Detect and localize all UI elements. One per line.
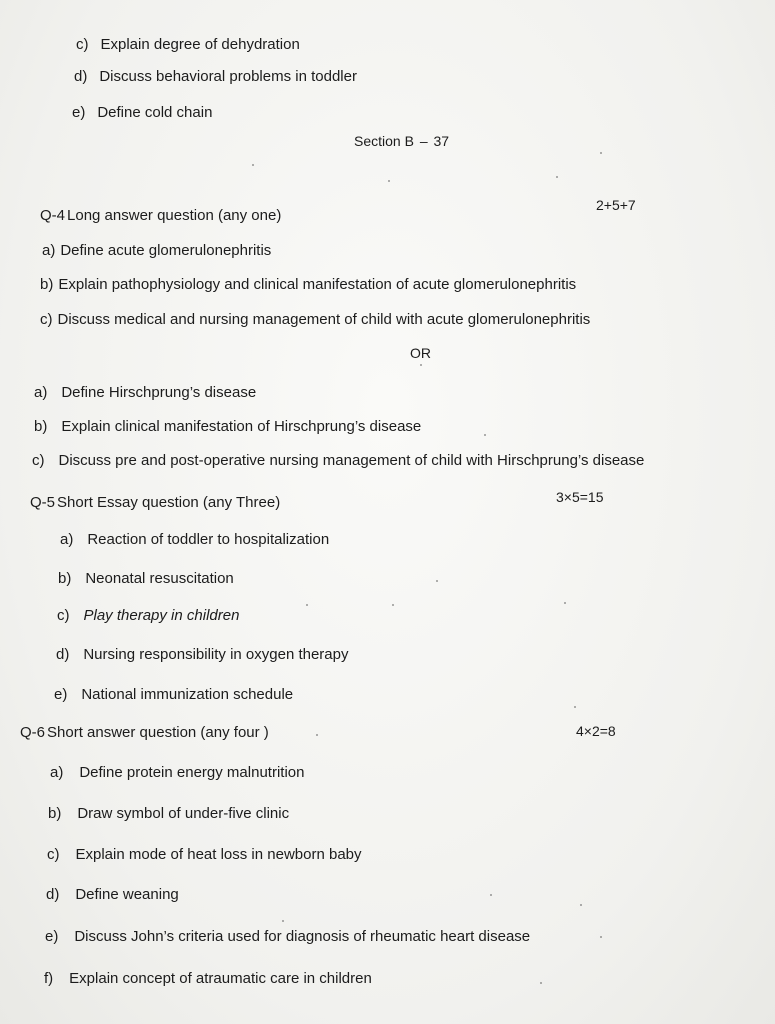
item-label: b) [58,570,72,587]
question-item [60,531,329,549]
item-text: Play therapy in children [83,607,240,624]
item-label: c) [57,607,70,624]
item-text: Define protein energy malnutrition [79,764,305,781]
question-item [58,570,234,588]
scan-speck [484,434,486,436]
item-text: Discuss medical and nursing management of child with acute glomerulonephritis [57,311,591,328]
item-text: Explain concept of atraumatic care in children [69,970,372,987]
item-label: d) [46,886,60,903]
item-label: e) [72,104,86,121]
question-number: Q-4 [40,207,66,224]
item-text: Discuss behavioral problems in toddler [99,68,357,85]
section-title: Section B [354,133,414,149]
scan-speck [564,602,566,604]
item-text: Discuss John’s criteria used for diagnosis of rheumatic heart disease [74,928,531,945]
question-header [20,724,269,742]
question-title: Long answer question (any one) [67,207,282,224]
scan-speck [556,176,558,178]
item-label: d) [56,646,70,663]
question-header [40,207,281,225]
item-text: Reaction of toddler to hospitalization [87,531,330,548]
question-item [34,384,256,402]
item-text: Explain clinical manifestation of Hirschprung’s disease [61,418,422,435]
scan-speck [282,920,284,922]
item-label: e) [45,928,59,945]
scan-speck [306,604,308,606]
scan-speck [392,604,394,606]
question-item [32,452,644,470]
item-text: Define acute glomerulonephritis [60,242,272,259]
question-item [56,646,348,664]
question-item [72,104,212,122]
item-text: Define cold chain [97,104,213,121]
section-heading [354,132,449,150]
question-item [50,764,304,782]
item-label: b) [48,805,62,822]
question-number: Q-6 [20,724,46,741]
item-label: a) [34,384,48,401]
question-item [45,928,530,946]
item-label: a) [42,242,56,259]
item-label: b) [40,276,54,293]
item-label: a) [50,764,64,781]
item-label: d) [74,68,88,85]
item-text: Explain mode of heat loss in newborn baby [75,846,362,863]
item-text: Explain pathophysiology and clinical manifestation of acute glomerulonephritis [58,276,577,293]
question-item [48,805,289,823]
question-item [46,886,179,904]
item-label: c) [32,452,45,469]
scan-speck [490,894,492,896]
item-text: Explain degree of dehydration [100,36,300,53]
question-number: Q-5 [30,494,56,511]
item-text: Define Hirschprung’s disease [61,384,257,401]
question-item [57,607,239,625]
handwritten-dash: – [419,133,428,149]
scan-speck [580,904,582,906]
question-item [42,242,271,260]
question-marks: 2+5+7 [596,197,636,213]
scan-speck [574,706,576,708]
question-item [40,276,576,294]
scan-speck [252,164,254,166]
item-label: c) [40,311,53,328]
item-label: a) [60,531,74,548]
item-text: Define weaning [75,886,179,903]
item-text: Nursing responsibility in oxygen therapy [83,646,349,663]
scan-speck [600,936,602,938]
question-item [34,418,421,436]
item-text: National immunization schedule [81,686,294,703]
question-marks: 3×5=15 [556,489,604,505]
question-title: Short answer question (any four ) [47,724,269,741]
section-handwritten-marks: 37 [433,133,450,149]
question-item [40,311,590,329]
scan-speck [316,734,318,736]
item-label: c) [47,846,60,863]
or-separator: OR [410,345,431,361]
item-label: c) [76,36,89,53]
item-label: e) [54,686,68,703]
scan-speck [600,152,602,154]
question-item [76,36,300,54]
question-item [44,970,372,988]
scan-speck [420,364,422,366]
scan-speck [540,982,542,984]
item-label: b) [34,418,48,435]
question-item [47,846,362,864]
question-item [74,68,357,86]
scan-speck [388,180,390,182]
question-marks: 4×2=8 [576,723,616,739]
question-title: Short Essay question (any Three) [57,494,281,511]
item-label: f) [44,970,54,987]
scan-speck [436,580,438,582]
question-item [54,686,293,704]
item-text: Discuss pre and post-operative nursing management of child with Hirschprung’s disease [58,452,645,469]
question-header [30,494,280,512]
item-text: Draw symbol of under-five clinic [77,805,290,822]
item-text: Neonatal resuscitation [85,570,234,587]
